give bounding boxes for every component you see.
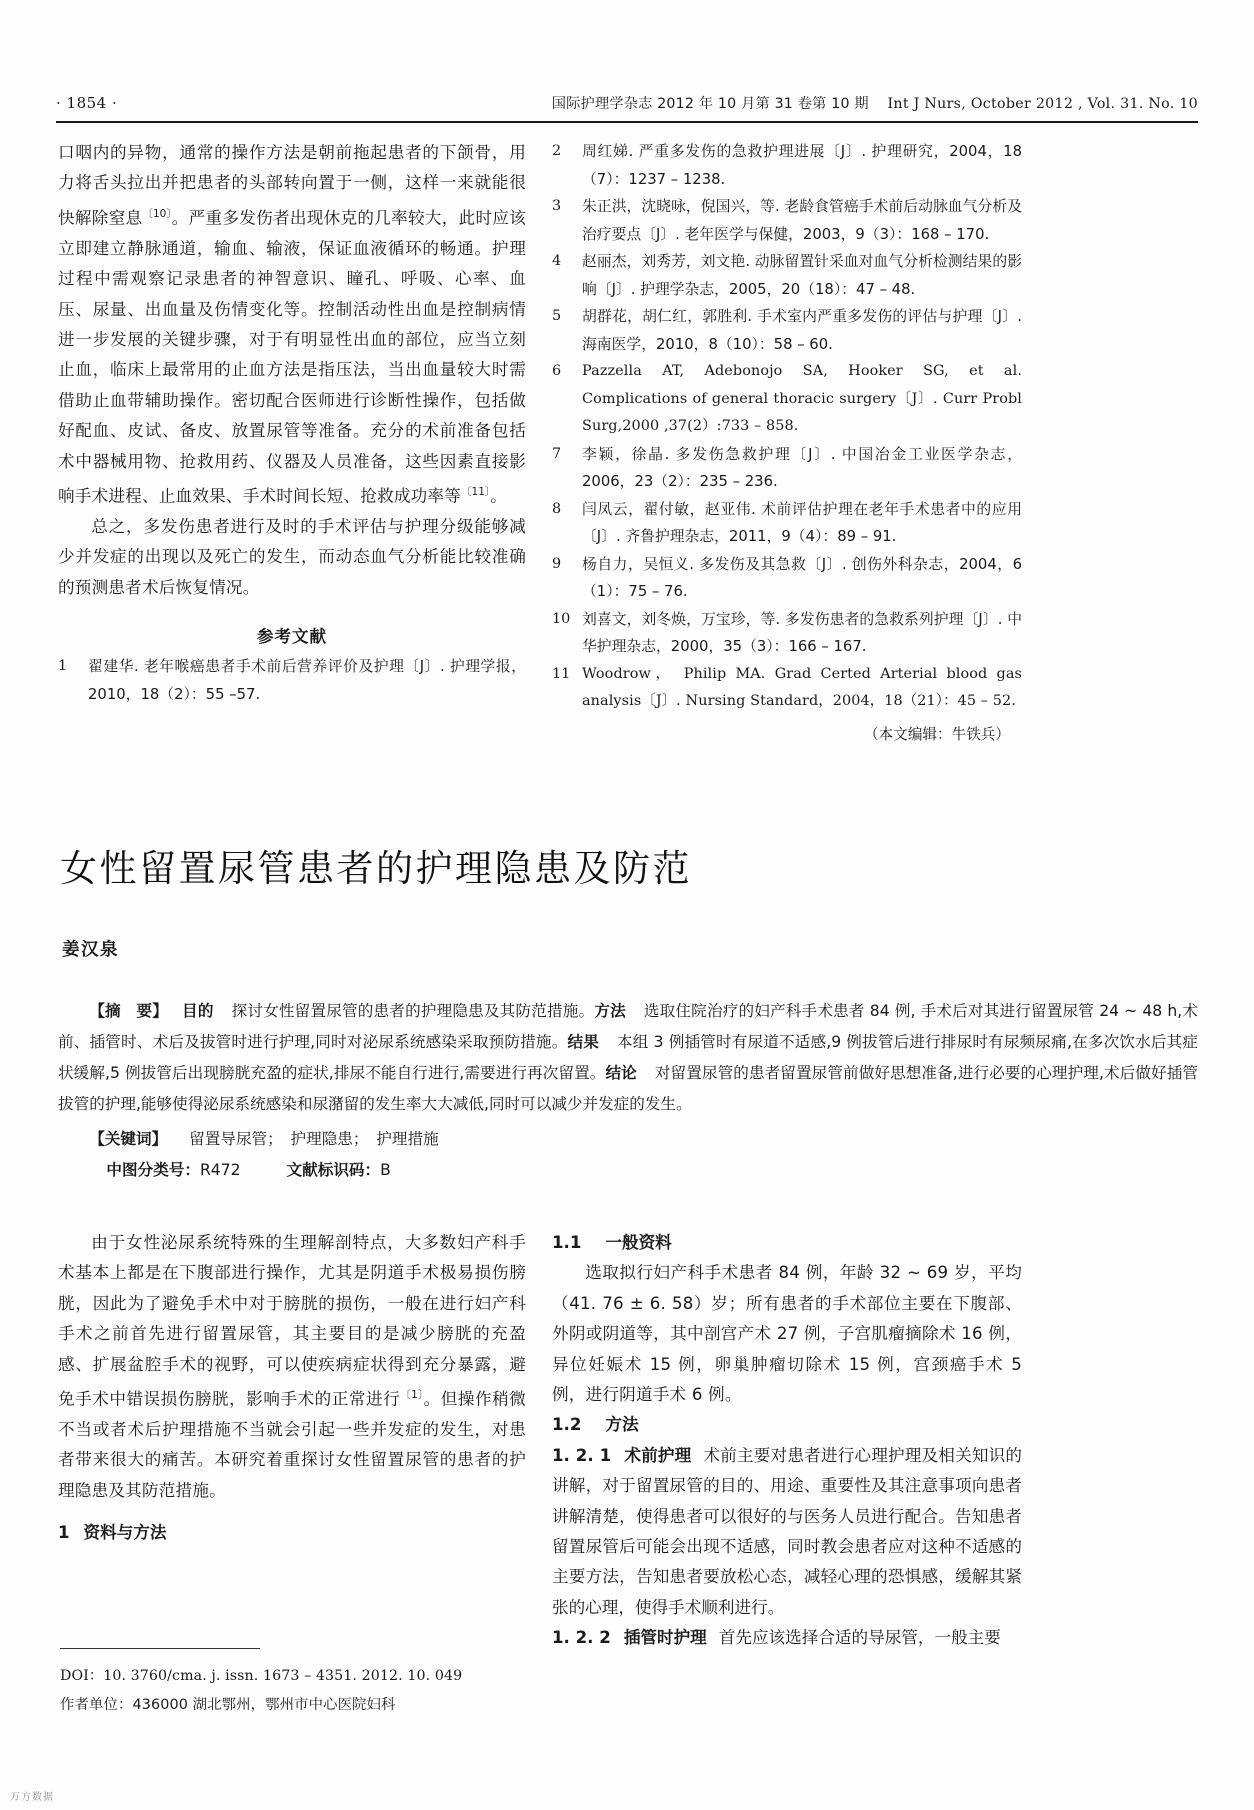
keywords-label: 【关键词】 (89, 1130, 168, 1148)
reference-item (552, 551, 1022, 606)
abstract-paragraph (58, 996, 1198, 1120)
footnote-rule (60, 1648, 260, 1649)
clc-label: 中图分类号： (106, 1161, 200, 1179)
previous-article-right-column (552, 138, 1022, 744)
journal-citation-en: Int J Nurs, October 2012 , Vol. 31. No. 10 (887, 96, 1198, 112)
prev-para1-b: 。严重多发伤者出现休克的几率较大，此时应该立即建立静脉通道，输血、输液，保证血液循环的畅通。护理过程中需观察记录患者的神智意识、瞳孔、呼吸、心率、血压、尿量、出血量及伤情变化等。控制活动性出血是控制病情进一步发展的关键步骤，对于有明显性出血的部位，应当立刻止血，临床上最常用的止血方法是指压法，当出血量较大时需借助止血带辅助操作。密切配合医师进行诊断性操作，包括做好配血、皮试、备皮、放置尿管等准备。充分的术前准备包括术中器械用物、抢救用药、仪器及人员准备，这些因素直接影响手术进程、止血效果、手术时间长短、抢救成功率等 (58, 208, 526, 506)
doi-note: DOI：10. 3760/cma. j. issn. 1673 – 4351. 2012. 10. 049 (60, 1668, 463, 1684)
abstract-block (58, 996, 1198, 1186)
section-number: 1 (58, 1523, 70, 1543)
abstract-results-text: 本组 3 例插管时有尿道不适感,9 例拔管后进行排尿时有尿频尿痛,在多次饮水后其症状缓解,5 例拔管后出现膀胱充盈的症状,排尿不能自行进行,需要进行再次留置。 (58, 1033, 1198, 1082)
abstract-objective-text: 探讨女性留置尿管的患者的护理隐患及其防范措施。 (231, 1002, 595, 1020)
reference-text: 杨自力，吴恒义. 多发伤及其急救〔J〕. 创伤外科杂志，2004，6（1）：75 – 76. (582, 555, 1022, 600)
footnote-block (60, 1662, 530, 1720)
section-number: 1.2 (552, 1415, 582, 1435)
doccode-value: B (380, 1161, 391, 1179)
references-list-left (58, 653, 526, 708)
reference-text: 刘喜文，刘冬焕，万宝珍，等. 多发伤患者的急救系列护理〔J〕. 中华护理杂志，2000，35（3）：166 – 167. (582, 610, 1022, 655)
citation-mark-11: 〔11〕 (461, 486, 491, 498)
section-title: 插管时护理 (623, 1628, 707, 1648)
section-1-2-2-text: 首先应该选择合适的导尿管，一般主要 (718, 1628, 1001, 1648)
classification-line (58, 1155, 1198, 1186)
section-number: 1. 2. 1 (552, 1445, 612, 1465)
section-title: 术前护理 (624, 1445, 692, 1465)
intro-text-a: 由于女性泌尿系统特殊的生理解剖特点，大多数妇产科手术基本上都是在下腹部进行操作，尤其是阴道手术极易损伤膀胱，因此为了避免手术中对于膀胱的损伤，一般在进行妇产科手术之前首先进行留置尿管，其主要目的是减少膀胱的充盈感、扩展盆腔手术的视野，可以使疾病症状得到充分暴露，避免手术中错误损伤膀胱，影响手术的正常进行 (58, 1233, 526, 1409)
prev-article-paragraph-1 (58, 138, 526, 512)
intro-text-b: 。但操作稍微不当或者术后护理措施不当就会引起一些并发症的发生，对患者带来很大的痛苦。本研究着重探讨女性留置尿管的患者的护理隐患及其防范措施。 (58, 1389, 526, 1500)
reference-number: 10 (552, 610, 571, 627)
reference-item (552, 441, 1022, 496)
reference-text: 李颖，徐晶. 多发伤急救护理〔J〕. 中国冶金工业医学杂志，2006，23（2）：235 – 236. (582, 445, 1022, 490)
keywords-line (58, 1124, 1198, 1155)
abstract-methods-text: 选取住院治疗的妇产科手术患者 84 例, 手术后对其进行留置尿管 24 ~ 48 h,术前、插管时、术后及拔管时进行护理,同时对泌尿系统感染采取预防措施。 (58, 1002, 1198, 1051)
editor-credit: （本文编辑：牛铁兵） (864, 725, 1010, 743)
clc-value: R472 (199, 1161, 241, 1179)
reference-text: 胡群花，胡仁红，郭胜利. 手术室内严重多发伤的评估与护理〔J〕. 海南医学，2010，8（10）：58 – 60. (582, 308, 1022, 353)
section-heading-1-2 (552, 1410, 1022, 1440)
section-heading-1 (58, 1518, 526, 1548)
references-list-right (552, 138, 1022, 716)
reference-number: 11 (552, 665, 571, 682)
reference-item (552, 193, 1022, 248)
prev-para1-a: 口咽内的异物，通常的操作方法是朝前拖起患者的下颌骨，用力将舌头拉出并把患者的头部转向置于一侧，这样一来就能很快解除窒息 (58, 143, 526, 228)
reference-text: Pazzella AT, Adebonojo SA, Hooker SG, et al. Complications of general thoracic surgery〔J〕. Curr Probl Surg,2000 ,37(2）:733 – 858. (582, 363, 1022, 434)
reference-item (552, 358, 1022, 441)
abstract-objective-label: 目的 (182, 1002, 214, 1020)
reference-text: 赵丽杰，刘秀芳，刘文艳. 动脉留置针采血对血气分析检测结果的影响〔J〕. 护理学杂志，2005，20（18）：47 – 48. (582, 253, 1022, 298)
reference-number: 2 (552, 143, 562, 159)
reference-number: 8 (552, 500, 562, 517)
section-1-2-1 (552, 1441, 1022, 1623)
article-body-right-column (552, 1228, 1022, 1654)
article-author: 姜汉泉 (62, 940, 119, 960)
doccode-label: 文献标识码： (286, 1161, 381, 1179)
article-title: 女性留置尿管患者的护理隐患及防范 (60, 847, 692, 890)
prev-article-paragraph-2: 总之，多发伤患者进行及时的手术评估与护理分级能够减少并发症的出现以及死亡的发生，而动态血气分析能比较准确的预测患者术后恢复情况。 (58, 516, 526, 597)
section-1-2-2 (552, 1623, 1022, 1653)
journal-citation (552, 93, 1198, 113)
section-number: 1.1 (552, 1233, 582, 1252)
reference-number: 6 (552, 363, 562, 379)
reference-number: 5 (552, 308, 562, 324)
prev-para1-c: 。 (490, 486, 507, 506)
affiliation-note: 作者单位：436000 湖北鄂州，鄂州市中心医院妇科 (60, 1697, 396, 1713)
intro-paragraph (58, 1228, 526, 1506)
reference-number: 9 (552, 555, 562, 572)
previous-article-left-column (58, 138, 526, 708)
reference-text: 翟建华. 老年喉癌患者手术前后营养评价及护理〔J〕. 护理学报，2010，18（2）：55 –57. (88, 658, 526, 703)
header-rule (56, 121, 1198, 123)
page-folio: · 1854 · (56, 94, 118, 112)
reference-text: 周红娣. 严重多发伤的急救护理进展〔J〕. 护理研究，2004，18（7）：1237 – 1238. (582, 143, 1022, 188)
reference-text: 朱正洪，沈晓咏，倪国兴，等. 老龄食管癌手术前后动脉血气分析及治疗要点〔J〕. 老年医学与保健，2003，9（3）：168 – 170. (582, 198, 1022, 243)
reference-item (552, 606, 1022, 661)
citation-mark-10: 〔10〕 (142, 207, 172, 220)
abstract-methods-label: 方法 (594, 1002, 626, 1020)
database-watermark: 万方数据 (10, 1792, 54, 1803)
reference-text: Woodrow， Philip MA. Grad Certed Arterial blood gas analysis〔J〕. Nursing Standard，2004，18（21）：45 – 52. (582, 665, 1022, 709)
section-1-2-1-text: 术前主要对患者进行心理护理及相关知识的讲解，对于留置尿管的目的、用途、重要性及其注意事项向患者讲解清楚，使得患者可以很好的与医务人员进行配合。告知患者留置尿管后可能会出现不适感，同时教会患者应对这种不适感的主要方法，告知患者要放松心态，减轻心理的恐惧感，缓解其紧张的心理，使得手术顺利进行。 (552, 1445, 1022, 1617)
reference-item (552, 496, 1022, 551)
section-title: 方法 (605, 1415, 639, 1435)
abstract-results-label: 结果 (567, 1033, 599, 1051)
section-number: 1. 2. 2 (552, 1628, 611, 1648)
abstract-conclusion-text: 对留置尿管的患者留置尿管前做好思想准备,进行必要的心理护理,术后做好插管拔管的护理,能够使得泌尿系统感染和尿潴留的发生率大大减低,同时可以减少并发症的发生。 (58, 1064, 1199, 1113)
reference-number: 7 (552, 445, 562, 462)
reference-item (552, 248, 1022, 303)
journal-citation-cn: 国际护理学杂志 2012 年 10 月第 31 卷第 10 期 (551, 96, 869, 112)
abstract-label: 【摘 要】 (89, 1002, 169, 1020)
reference-item (58, 653, 526, 708)
section-title: 一般资料 (605, 1233, 672, 1252)
reference-item (552, 138, 1022, 193)
keywords-text: 留置导尿管； 护理隐患； 护理措施 (189, 1130, 439, 1148)
reference-item (552, 661, 1022, 716)
reference-item (552, 303, 1022, 358)
reference-number: 3 (552, 198, 562, 214)
references-heading: 参考文献 (257, 627, 327, 647)
reference-number: 1 (58, 658, 68, 675)
abstract-conclusion-label: 结论 (605, 1064, 637, 1082)
section-heading-1-1 (552, 1228, 1022, 1258)
reference-text: 闫凤云，翟付敏，赵亚伟. 术前评估护理在老年手术患者中的应用〔J〕. 齐鲁护理杂志，2011，9（4）：89 – 91. (582, 500, 1022, 545)
reference-number: 4 (552, 253, 562, 269)
running-head (56, 93, 1198, 113)
section-title: 资料与方法 (83, 1523, 167, 1543)
article-body-left-column (58, 1228, 526, 1549)
citation-mark-1: 〔1〕 (400, 1389, 424, 1402)
section-1-1-text: 选取拟行妇产科手术患者 84 例，年龄 32 ~ 69 岁，平均（41. 76 ± 6. 58）岁；所有患者的手术部位主要在下腹部、外阴或阴道等，其中剖宫产术 27 例，子宫肌瘤摘除术 16 例，异位妊娠术 15 例，卵巢肿瘤切除术 15 例，宫颈癌手术 5 例，进行阴道手术 6 例。 (552, 1263, 1022, 1405)
